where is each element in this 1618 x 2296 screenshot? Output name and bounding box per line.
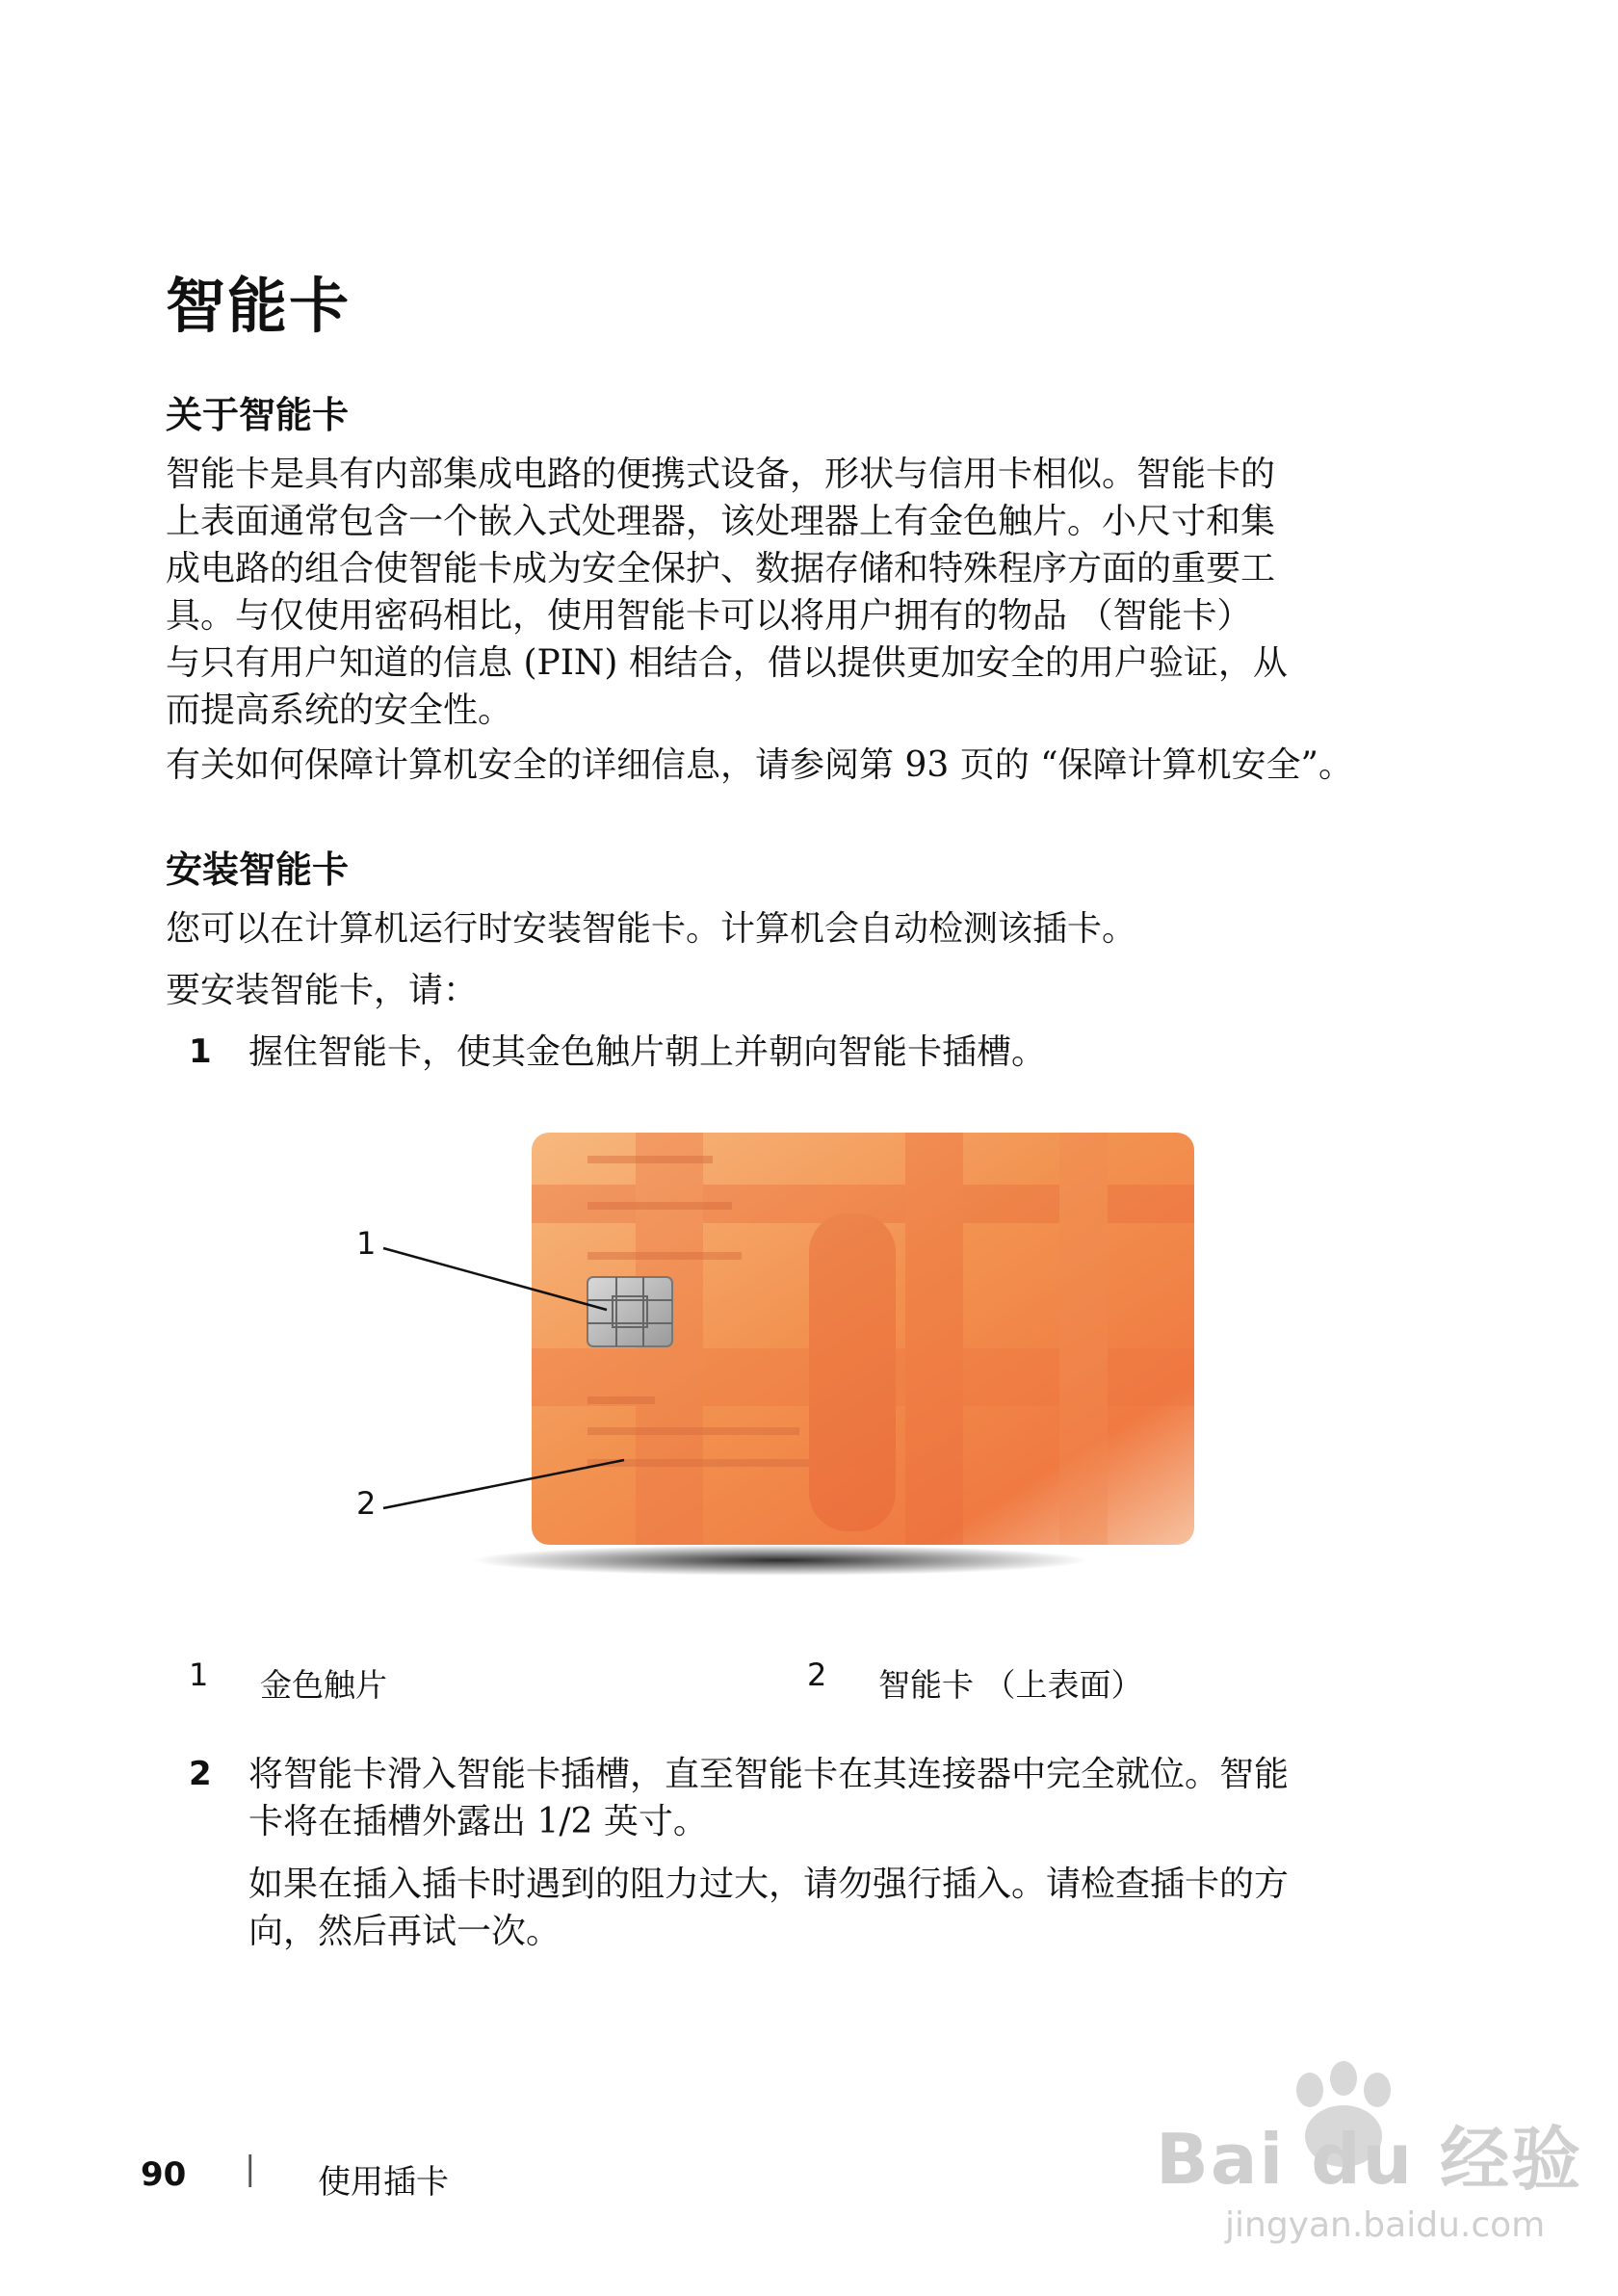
page-number: 90 — [141, 2155, 187, 2194]
install-lead: 要安装智能卡，请： — [166, 971, 479, 1010]
step-line: 卡将在插槽外露出 1/2 英寸。 — [248, 1802, 708, 1841]
paragraph-line: 而提高系统的安全性。 — [166, 691, 513, 730]
paragraph-line: 成电路的组合使智能卡成为安全保护、数据存储和特殊程序方面的重要工 — [166, 549, 1276, 588]
watermark-url: jingyan.baidu.com — [1225, 2205, 1546, 2245]
caption-text: 智能卡 （上表面） — [878, 1666, 1143, 1704]
reference-text: 有关如何保障计算机安全的详细信息，请参阅第 93 页的 “保障计算机安全”。 — [166, 745, 1353, 785]
gold-contacts-chip — [587, 1277, 672, 1346]
section-heading-about: 关于智能卡 — [166, 394, 350, 436]
section-heading-install: 安装智能卡 — [166, 848, 350, 891]
page-title: 智能卡 — [166, 271, 352, 341]
chapter-name: 使用插卡 — [318, 2163, 449, 2202]
smart-card-figure — [327, 1108, 1233, 1608]
caption-text: 金色触片 — [260, 1666, 387, 1704]
paragraph-line: 具。与仅使用密码相比，使用智能卡可以将用户拥有的物品 （智能卡） — [166, 596, 1252, 636]
caption-number: 1 — [189, 1657, 209, 1693]
card-shadow — [472, 1545, 1088, 1576]
step-note — [248, 1861, 1385, 1955]
callout-1: 1 — [356, 1225, 377, 1262]
about-paragraph — [166, 451, 1408, 734]
watermark-brand: Bai du 经验 — [1156, 2119, 1583, 2200]
step-line: 握住智能卡，使其金色触片朝上并朝向智能卡插槽。 — [248, 1032, 1047, 1072]
note-line: 如果在插入插卡时遇到的阻力过大，请勿强行插入。请检查插卡的方 — [248, 1865, 1290, 1904]
step-number: 1 — [189, 1032, 212, 1071]
caption-number: 2 — [807, 1657, 827, 1693]
step-text — [248, 1029, 1385, 1076]
footer-separator: | — [245, 2150, 256, 2188]
install-intro: 您可以在计算机运行时安装智能卡。计算机会自动检测该插卡。 — [166, 909, 1137, 949]
step-number: 2 — [189, 1755, 212, 1793]
note-line: 向，然后再试一次。 — [248, 1912, 561, 1951]
paragraph-line: 与只有用户知道的信息 (PIN) 相结合，借以提供更加安全的用户验证，从 — [166, 643, 1288, 683]
step-line: 将智能卡滑入智能卡插槽，直至智能卡在其连接器中完全就位。智能 — [248, 1755, 1290, 1794]
callout-2: 2 — [356, 1485, 377, 1522]
paragraph-line: 智能卡是具有内部集成电路的便携式设备，形状与信用卡相似。智能卡的 — [166, 455, 1276, 494]
step-text — [248, 1751, 1385, 1845]
paragraph-line: 上表面通常包含一个嵌入式处理器，该处理器上有金色触片。小尺寸和集 — [166, 502, 1276, 541]
